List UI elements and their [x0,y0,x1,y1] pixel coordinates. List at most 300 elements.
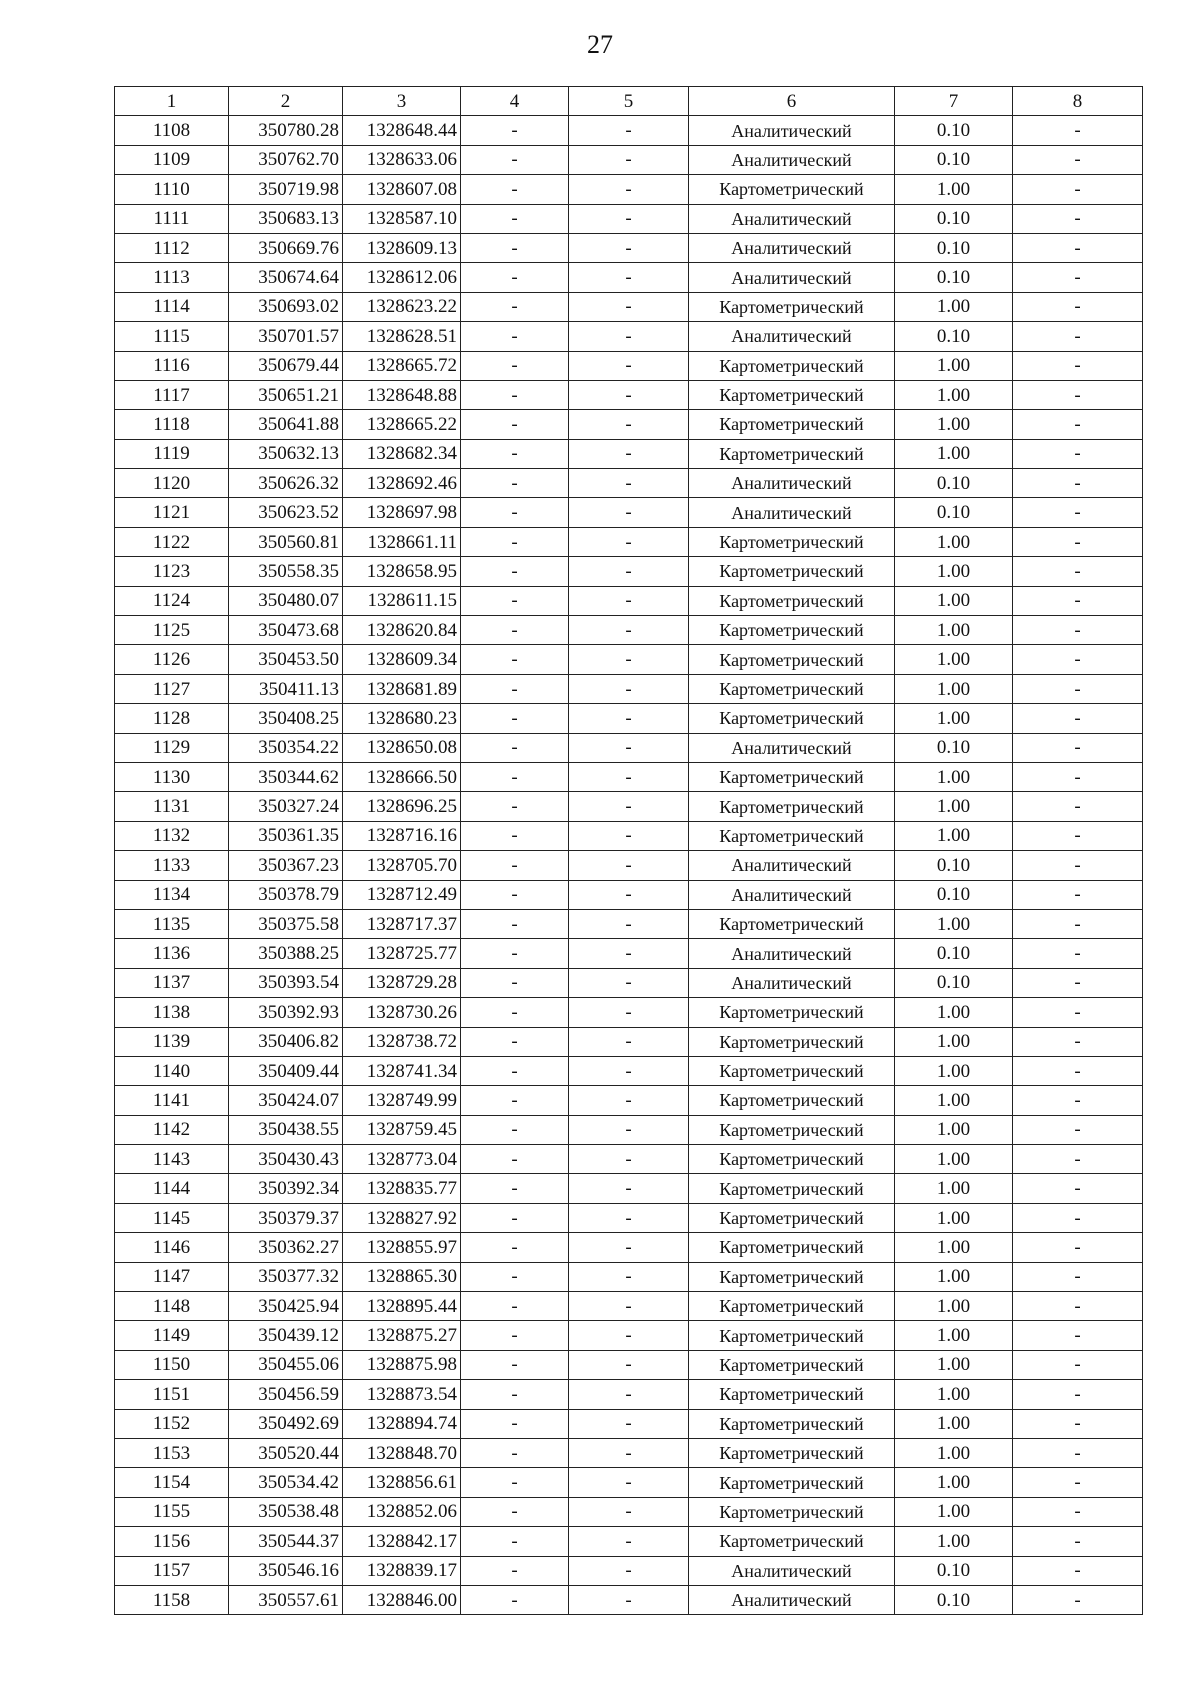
table-row [115,1056,1143,1085]
x-coordinate-cell: 350544.37 [229,1527,343,1556]
table-row [115,909,1143,938]
y-coordinate-cell: 1328835.77 [343,1174,461,1203]
x-coordinate-cell: 350780.28 [229,116,343,145]
col4-cell: - [461,1409,569,1438]
y-coordinate-cell: 1328665.72 [343,351,461,380]
table-row [115,1262,1143,1291]
table-row [115,704,1143,733]
y-coordinate-cell: 1328852.06 [343,1497,461,1526]
accuracy-cell: 1.00 [895,1468,1013,1497]
col8-cell: - [1013,792,1143,821]
col8-cell: - [1013,1409,1143,1438]
y-coordinate-cell: 1328875.98 [343,1350,461,1379]
y-coordinate-cell: 1328738.72 [343,1027,461,1056]
col8-cell: - [1013,674,1143,703]
point-number-cell: 1121 [115,498,229,527]
x-coordinate-cell: 350438.55 [229,1115,343,1144]
col8-cell: - [1013,880,1143,909]
col5-cell: - [569,1380,689,1409]
accuracy-cell: 1.00 [895,1086,1013,1115]
y-coordinate-cell: 1328633.06 [343,145,461,174]
x-coordinate-cell: 350327.24 [229,792,343,821]
accuracy-cell: 1.00 [895,762,1013,791]
method-cell: Картометрический [689,410,895,439]
method-cell: Картометрический [689,998,895,1027]
col4-cell: - [461,733,569,762]
method-cell: Картометрический [689,821,895,850]
col5-cell: - [569,645,689,674]
y-coordinate-cell: 1328839.17 [343,1556,461,1585]
point-number-cell: 1148 [115,1292,229,1321]
point-number-cell: 1155 [115,1497,229,1526]
accuracy-cell: 1.00 [895,1203,1013,1232]
x-coordinate-cell: 350693.02 [229,292,343,321]
table-row [115,1438,1143,1467]
col5-cell: - [569,616,689,645]
point-number-cell: 1140 [115,1056,229,1085]
x-coordinate-cell: 350560.81 [229,527,343,556]
method-cell: Картометрический [689,909,895,938]
table-row [115,175,1143,204]
method-cell: Аналитический [689,322,895,351]
col5-cell: - [569,1409,689,1438]
method-cell: Картометрический [689,1262,895,1291]
col8-cell: - [1013,263,1143,292]
col8-cell: - [1013,1292,1143,1321]
col8-cell: - [1013,1350,1143,1379]
y-coordinate-cell: 1328741.34 [343,1056,461,1085]
col8-cell: - [1013,439,1143,468]
col8-cell: - [1013,557,1143,586]
method-cell: Картометрический [689,527,895,556]
method-cell: Картометрический [689,1409,895,1438]
x-coordinate-cell: 350409.44 [229,1056,343,1085]
accuracy-cell: 1.00 [895,1292,1013,1321]
col5-cell: - [569,498,689,527]
accuracy-cell: 0.10 [895,1585,1013,1614]
table-row [115,1086,1143,1115]
col5-cell: - [569,1056,689,1085]
col4-cell: - [461,322,569,351]
table-row [115,1380,1143,1409]
col4-cell: - [461,1203,569,1232]
point-number-cell: 1127 [115,674,229,703]
table-row [115,410,1143,439]
table-row [115,145,1143,174]
point-number-cell: 1158 [115,1585,229,1614]
y-coordinate-cell: 1328856.61 [343,1468,461,1497]
y-coordinate-cell: 1328696.25 [343,792,461,821]
col4-cell: - [461,1056,569,1085]
x-coordinate-cell: 350632.13 [229,439,343,468]
point-number-cell: 1142 [115,1115,229,1144]
table-row [115,233,1143,262]
accuracy-cell: 1.00 [895,586,1013,615]
y-coordinate-cell: 1328875.27 [343,1321,461,1350]
method-cell: Аналитический [689,1556,895,1585]
accuracy-cell: 0.10 [895,116,1013,145]
y-coordinate-cell: 1328681.89 [343,674,461,703]
col5-cell: - [569,998,689,1027]
col8-cell: - [1013,410,1143,439]
y-coordinate-cell: 1328628.51 [343,322,461,351]
col4-cell: - [461,116,569,145]
col4-cell: - [461,851,569,880]
col4-cell: - [461,616,569,645]
accuracy-cell: 0.10 [895,939,1013,968]
x-coordinate-cell: 350473.68 [229,616,343,645]
table-row [115,116,1143,145]
col5-cell: - [569,762,689,791]
accuracy-cell: 1.00 [895,1438,1013,1467]
point-number-cell: 1119 [115,439,229,468]
point-number-cell: 1153 [115,1438,229,1467]
x-coordinate-cell: 350439.12 [229,1321,343,1350]
y-coordinate-cell: 1328759.45 [343,1115,461,1144]
col8-cell: - [1013,1527,1143,1556]
accuracy-cell: 1.00 [895,1497,1013,1526]
table-row [115,439,1143,468]
method-cell: Картометрический [689,762,895,791]
col4-cell: - [461,1233,569,1262]
x-coordinate-cell: 350762.70 [229,145,343,174]
col5-cell: - [569,1527,689,1556]
col8-cell: - [1013,527,1143,556]
point-number-cell: 1152 [115,1409,229,1438]
accuracy-cell: 1.00 [895,351,1013,380]
method-cell: Аналитический [689,498,895,527]
point-number-cell: 1149 [115,1321,229,1350]
table-row [115,263,1143,292]
y-coordinate-cell: 1328725.77 [343,939,461,968]
accuracy-cell: 1.00 [895,1145,1013,1174]
x-coordinate-cell: 350456.59 [229,1380,343,1409]
point-number-cell: 1116 [115,351,229,380]
x-coordinate-cell: 350674.64 [229,263,343,292]
x-coordinate-cell: 350719.98 [229,175,343,204]
method-cell: Картометрический [689,1321,895,1350]
x-coordinate-cell: 350669.76 [229,233,343,262]
point-number-cell: 1147 [115,1262,229,1291]
point-number-cell: 1112 [115,233,229,262]
col4-cell: - [461,292,569,321]
method-cell: Картометрический [689,1350,895,1379]
method-cell: Картометрический [689,1527,895,1556]
col4-cell: - [461,1350,569,1379]
accuracy-cell: 1.00 [895,645,1013,674]
table-row [115,1409,1143,1438]
col8-cell: - [1013,322,1143,351]
col5-cell: - [569,1262,689,1291]
x-coordinate-cell: 350388.25 [229,939,343,968]
y-coordinate-cell: 1328873.54 [343,1380,461,1409]
x-coordinate-cell: 350651.21 [229,380,343,409]
col8-cell: - [1013,998,1143,1027]
col4-cell: - [461,527,569,556]
x-coordinate-cell: 350453.50 [229,645,343,674]
method-cell: Картометрический [689,1115,895,1144]
x-coordinate-cell: 350362.27 [229,1233,343,1262]
column-header: 2 [229,87,343,116]
col5-cell: - [569,1556,689,1585]
col4-cell: - [461,968,569,997]
col5-cell: - [569,557,689,586]
method-cell: Картометрический [689,704,895,733]
col8-cell: - [1013,939,1143,968]
col4-cell: - [461,586,569,615]
table-row [115,674,1143,703]
method-cell: Картометрический [689,645,895,674]
col4-cell: - [461,704,569,733]
point-number-cell: 1154 [115,1468,229,1497]
x-coordinate-cell: 350683.13 [229,204,343,233]
point-number-cell: 1117 [115,380,229,409]
method-cell: Картометрический [689,1233,895,1262]
accuracy-cell: 1.00 [895,1409,1013,1438]
col5-cell: - [569,821,689,850]
y-coordinate-cell: 1328680.23 [343,704,461,733]
point-number-cell: 1131 [115,792,229,821]
col5-cell: - [569,909,689,938]
col4-cell: - [461,998,569,1027]
y-coordinate-cell: 1328716.16 [343,821,461,850]
table-row [115,821,1143,850]
point-number-cell: 1156 [115,1527,229,1556]
y-coordinate-cell: 1328848.70 [343,1438,461,1467]
accuracy-cell: 0.10 [895,263,1013,292]
method-cell: Картометрический [689,616,895,645]
accuracy-cell: 0.10 [895,880,1013,909]
coordinates-table [114,86,1143,1615]
table-row [115,998,1143,1027]
col8-cell: - [1013,1585,1143,1614]
x-coordinate-cell: 350492.69 [229,1409,343,1438]
col8-cell: - [1013,851,1143,880]
y-coordinate-cell: 1328729.28 [343,968,461,997]
method-cell: Картометрический [689,586,895,615]
col5-cell: - [569,145,689,174]
col4-cell: - [461,1027,569,1056]
y-coordinate-cell: 1328692.46 [343,469,461,498]
accuracy-cell: 0.10 [895,145,1013,174]
accuracy-cell: 1.00 [895,1174,1013,1203]
point-number-cell: 1134 [115,880,229,909]
accuracy-cell: 1.00 [895,674,1013,703]
y-coordinate-cell: 1328623.22 [343,292,461,321]
col5-cell: - [569,439,689,468]
col8-cell: - [1013,1174,1143,1203]
col5-cell: - [569,1468,689,1497]
method-cell: Картометрический [689,1145,895,1174]
col4-cell: - [461,1380,569,1409]
method-cell: Аналитический [689,939,895,968]
col5-cell: - [569,792,689,821]
col5-cell: - [569,586,689,615]
col5-cell: - [569,1086,689,1115]
x-coordinate-cell: 350392.34 [229,1174,343,1203]
y-coordinate-cell: 1328609.13 [343,233,461,262]
y-coordinate-cell: 1328855.97 [343,1233,461,1262]
accuracy-cell: 1.00 [895,292,1013,321]
accuracy-cell: 0.10 [895,1556,1013,1585]
col5-cell: - [569,851,689,880]
table-row [115,1556,1143,1585]
table-row [115,380,1143,409]
method-cell: Картометрический [689,1027,895,1056]
method-cell: Картометрический [689,674,895,703]
point-number-cell: 1109 [115,145,229,174]
col5-cell: - [569,1145,689,1174]
point-number-cell: 1130 [115,762,229,791]
col8-cell: - [1013,616,1143,645]
column-header: 1 [115,87,229,116]
x-coordinate-cell: 350538.48 [229,1497,343,1526]
method-cell: Картометрический [689,292,895,321]
col8-cell: - [1013,586,1143,615]
table-row [115,616,1143,645]
x-coordinate-cell: 350520.44 [229,1438,343,1467]
col5-cell: - [569,351,689,380]
accuracy-cell: 1.00 [895,1027,1013,1056]
col8-cell: - [1013,1556,1143,1585]
point-number-cell: 1126 [115,645,229,674]
col4-cell: - [461,498,569,527]
table-row [115,1233,1143,1262]
x-coordinate-cell: 350641.88 [229,410,343,439]
x-coordinate-cell: 350701.57 [229,322,343,351]
col4-cell: - [461,1262,569,1291]
table-row [115,645,1143,674]
col5-cell: - [569,175,689,204]
y-coordinate-cell: 1328682.34 [343,439,461,468]
col8-cell: - [1013,175,1143,204]
y-coordinate-cell: 1328587.10 [343,204,461,233]
col4-cell: - [461,792,569,821]
table-header-row [115,87,1143,116]
col4-cell: - [461,233,569,262]
col4-cell: - [461,674,569,703]
col4-cell: - [461,1438,569,1467]
col5-cell: - [569,116,689,145]
method-cell: Аналитический [689,204,895,233]
table-body [115,116,1143,1615]
col4-cell: - [461,762,569,791]
table-row [115,204,1143,233]
col5-cell: - [569,880,689,909]
y-coordinate-cell: 1328705.70 [343,851,461,880]
col4-cell: - [461,1556,569,1585]
y-coordinate-cell: 1328749.99 [343,1086,461,1115]
method-cell: Аналитический [689,116,895,145]
method-cell: Аналитический [689,145,895,174]
col5-cell: - [569,674,689,703]
x-coordinate-cell: 350367.23 [229,851,343,880]
method-cell: Аналитический [689,1585,895,1614]
point-number-cell: 1146 [115,1233,229,1262]
y-coordinate-cell: 1328666.50 [343,762,461,791]
col5-cell: - [569,469,689,498]
col8-cell: - [1013,1056,1143,1085]
table-row [115,498,1143,527]
col4-cell: - [461,439,569,468]
y-coordinate-cell: 1328612.06 [343,263,461,292]
column-header: 6 [689,87,895,116]
accuracy-cell: 1.00 [895,821,1013,850]
point-number-cell: 1139 [115,1027,229,1056]
col4-cell: - [461,175,569,204]
col8-cell: - [1013,968,1143,997]
col5-cell: - [569,527,689,556]
method-cell: Картометрический [689,175,895,204]
col8-cell: - [1013,1203,1143,1232]
y-coordinate-cell: 1328650.08 [343,733,461,762]
accuracy-cell: 1.00 [895,410,1013,439]
method-cell: Картометрический [689,351,895,380]
col5-cell: - [569,1027,689,1056]
y-coordinate-cell: 1328648.88 [343,380,461,409]
point-number-cell: 1133 [115,851,229,880]
col4-cell: - [461,469,569,498]
accuracy-cell: 1.00 [895,792,1013,821]
point-number-cell: 1123 [115,557,229,586]
method-cell: Картометрический [689,380,895,409]
method-cell: Аналитический [689,880,895,909]
point-number-cell: 1135 [115,909,229,938]
method-cell: Картометрический [689,1174,895,1203]
col5-cell: - [569,939,689,968]
y-coordinate-cell: 1328712.49 [343,880,461,909]
point-number-cell: 1141 [115,1086,229,1115]
y-coordinate-cell: 1328661.11 [343,527,461,556]
column-header: 3 [343,87,461,116]
point-number-cell: 1128 [115,704,229,733]
accuracy-cell: 1.00 [895,1380,1013,1409]
x-coordinate-cell: 350392.93 [229,998,343,1027]
accuracy-cell: 1.00 [895,527,1013,556]
x-coordinate-cell: 350679.44 [229,351,343,380]
y-coordinate-cell: 1328895.44 [343,1292,461,1321]
point-number-cell: 1143 [115,1145,229,1174]
y-coordinate-cell: 1328665.22 [343,410,461,439]
col8-cell: - [1013,1262,1143,1291]
col4-cell: - [461,1468,569,1497]
table-row [115,469,1143,498]
point-number-cell: 1145 [115,1203,229,1232]
col8-cell: - [1013,1115,1143,1144]
y-coordinate-cell: 1328894.74 [343,1409,461,1438]
accuracy-cell: 1.00 [895,175,1013,204]
accuracy-cell: 1.00 [895,557,1013,586]
point-number-cell: 1125 [115,616,229,645]
col4-cell: - [461,263,569,292]
y-coordinate-cell: 1328658.95 [343,557,461,586]
accuracy-cell: 1.00 [895,1321,1013,1350]
method-cell: Аналитический [689,233,895,262]
method-cell: Картометрический [689,1438,895,1467]
table-row [115,527,1143,556]
table-row [115,1350,1143,1379]
method-cell: Картометрический [689,1086,895,1115]
method-cell: Картометрический [689,1292,895,1321]
table-row [115,762,1143,791]
y-coordinate-cell: 1328865.30 [343,1262,461,1291]
accuracy-cell: 0.10 [895,968,1013,997]
accuracy-cell: 1.00 [895,1527,1013,1556]
accuracy-cell: 1.00 [895,704,1013,733]
point-number-cell: 1136 [115,939,229,968]
point-number-cell: 1120 [115,469,229,498]
x-coordinate-cell: 350406.82 [229,1027,343,1056]
